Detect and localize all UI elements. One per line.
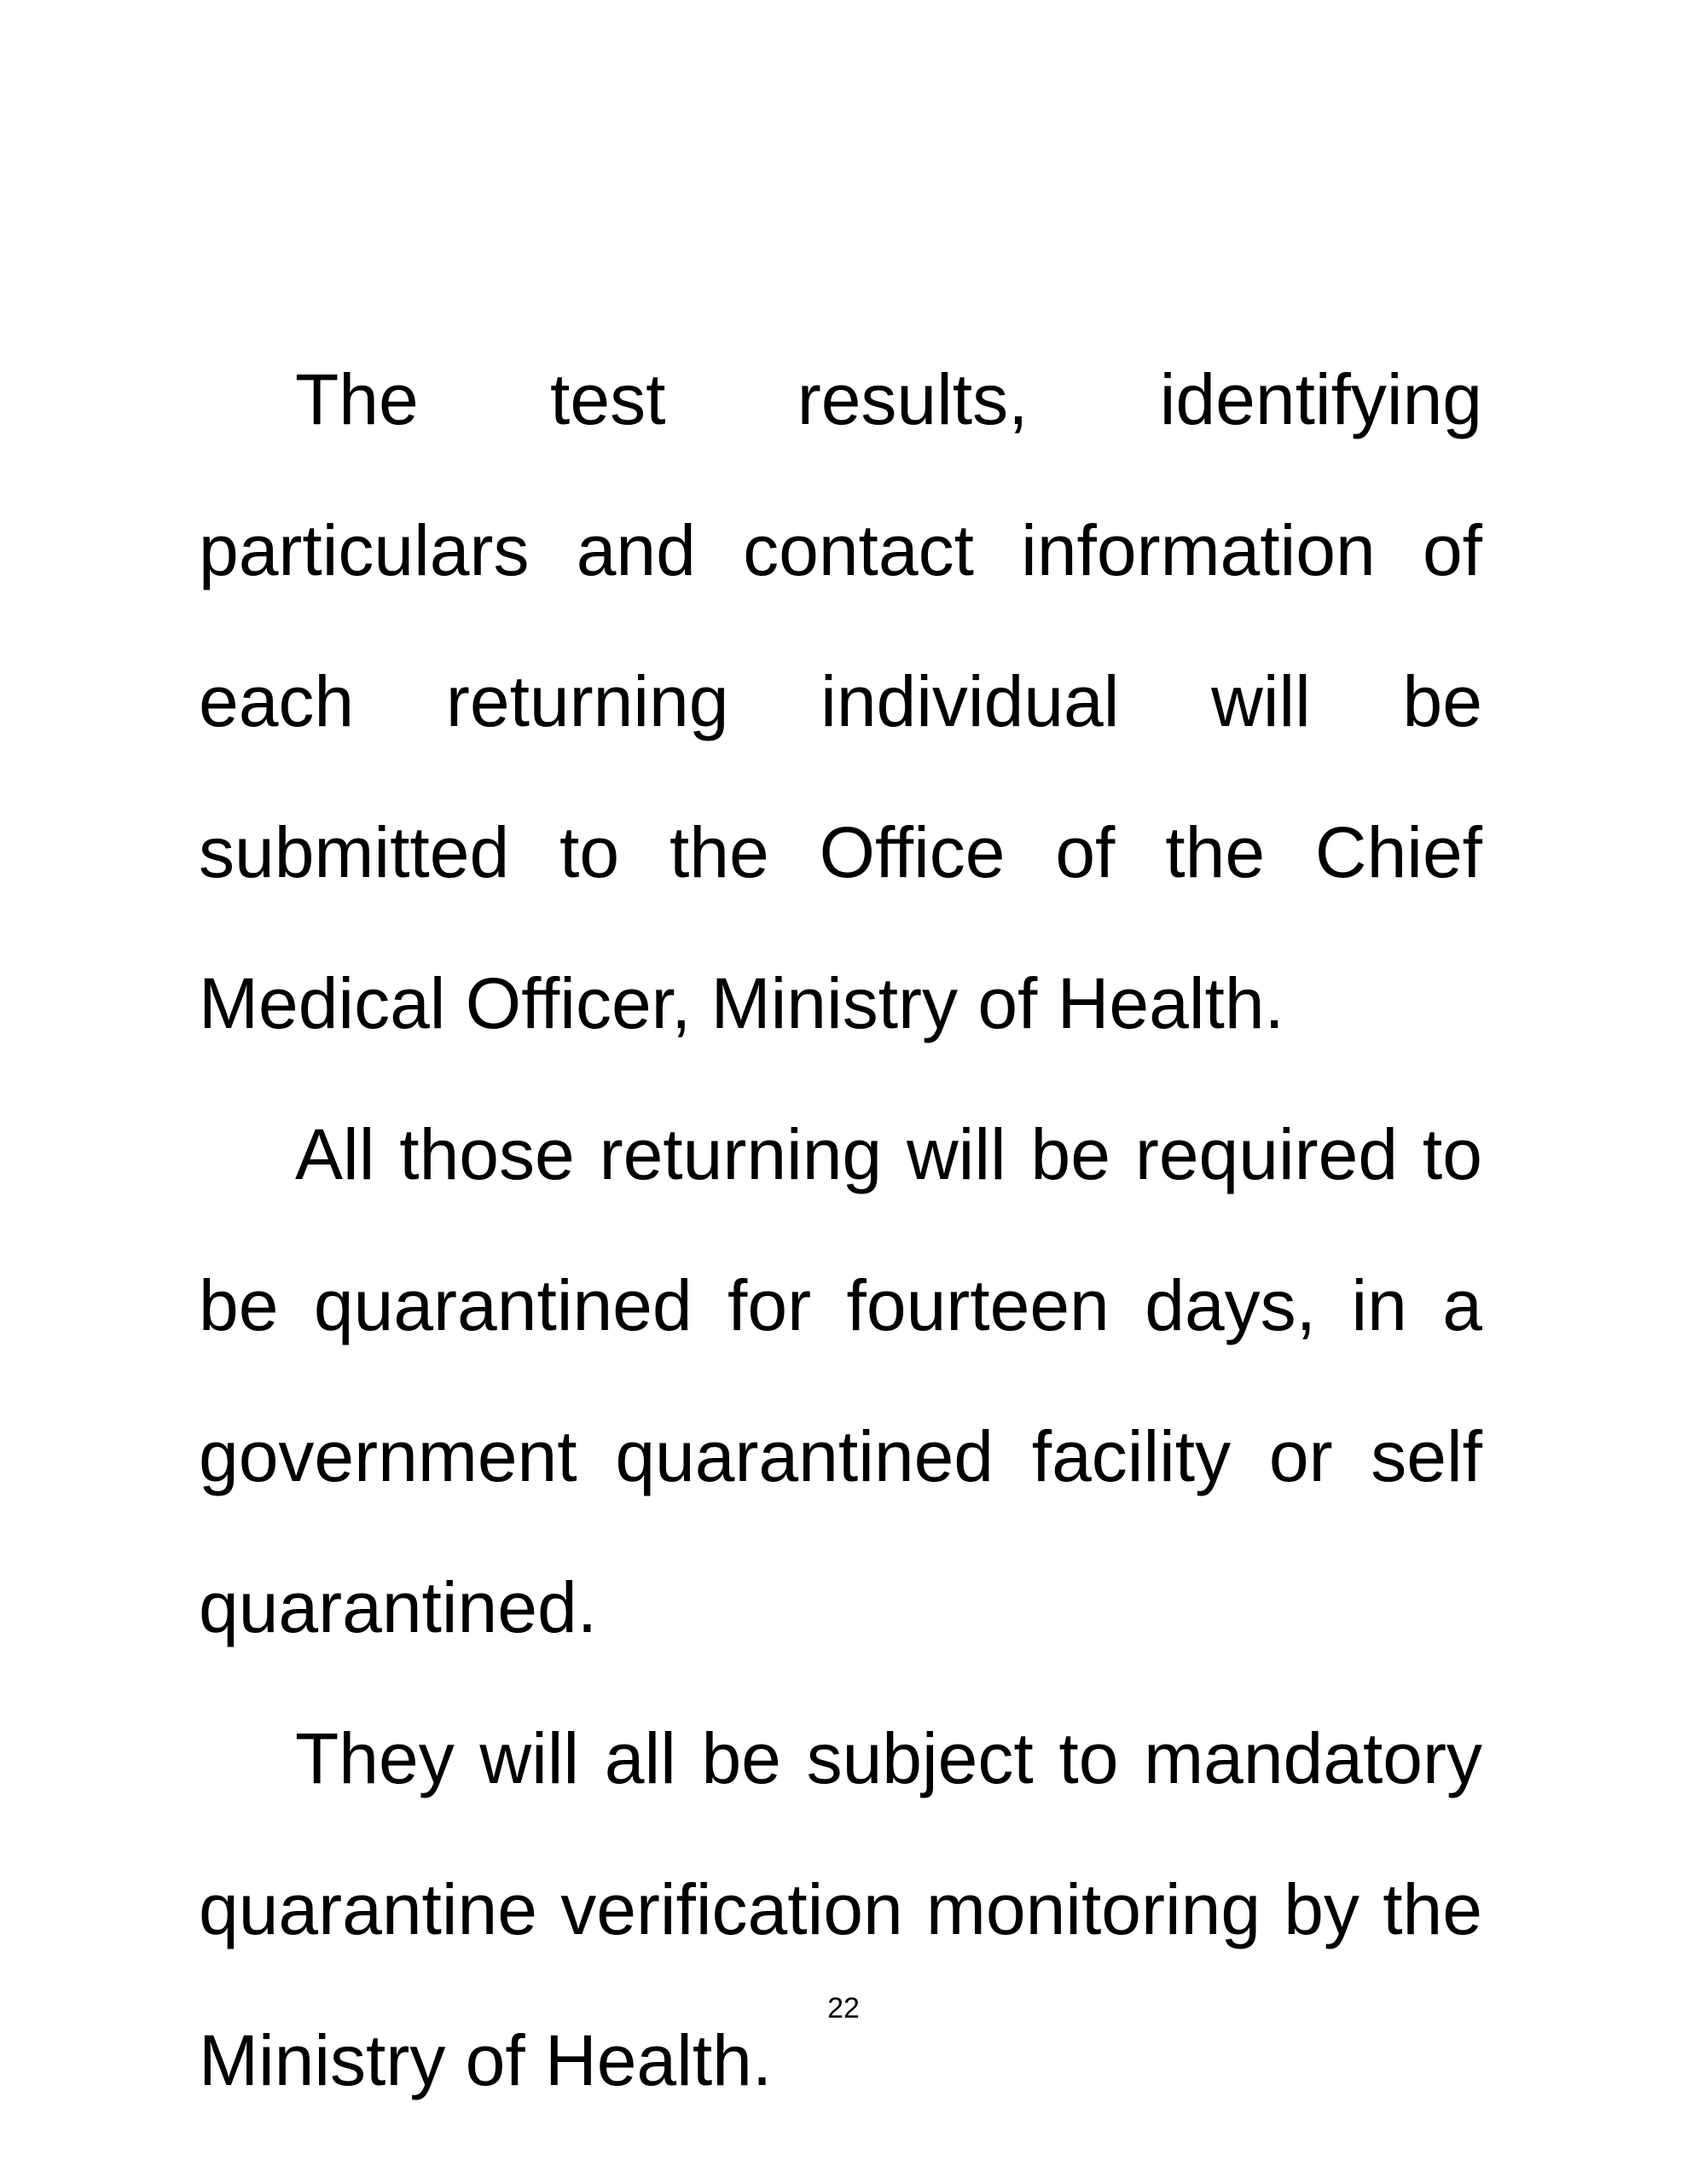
paragraph-3: They will all be subject to mandatory quarantine verification monitoring by the Ministry of Health.: [199, 1718, 1482, 2100]
paragraph-2: All those returning will be required to be quarantined for fourteen days, in a government quarantined facility or self quarantined.: [199, 1114, 1482, 1647]
document-body: [199, 324, 1482, 2136]
paragraph-1: The test results, identifying particulars and contact information of each returning individual will be submitted to the Office of the Chief Medical Officer, Ministry of Health.: [199, 359, 1482, 1043]
page-number: 22: [827, 1992, 860, 2024]
